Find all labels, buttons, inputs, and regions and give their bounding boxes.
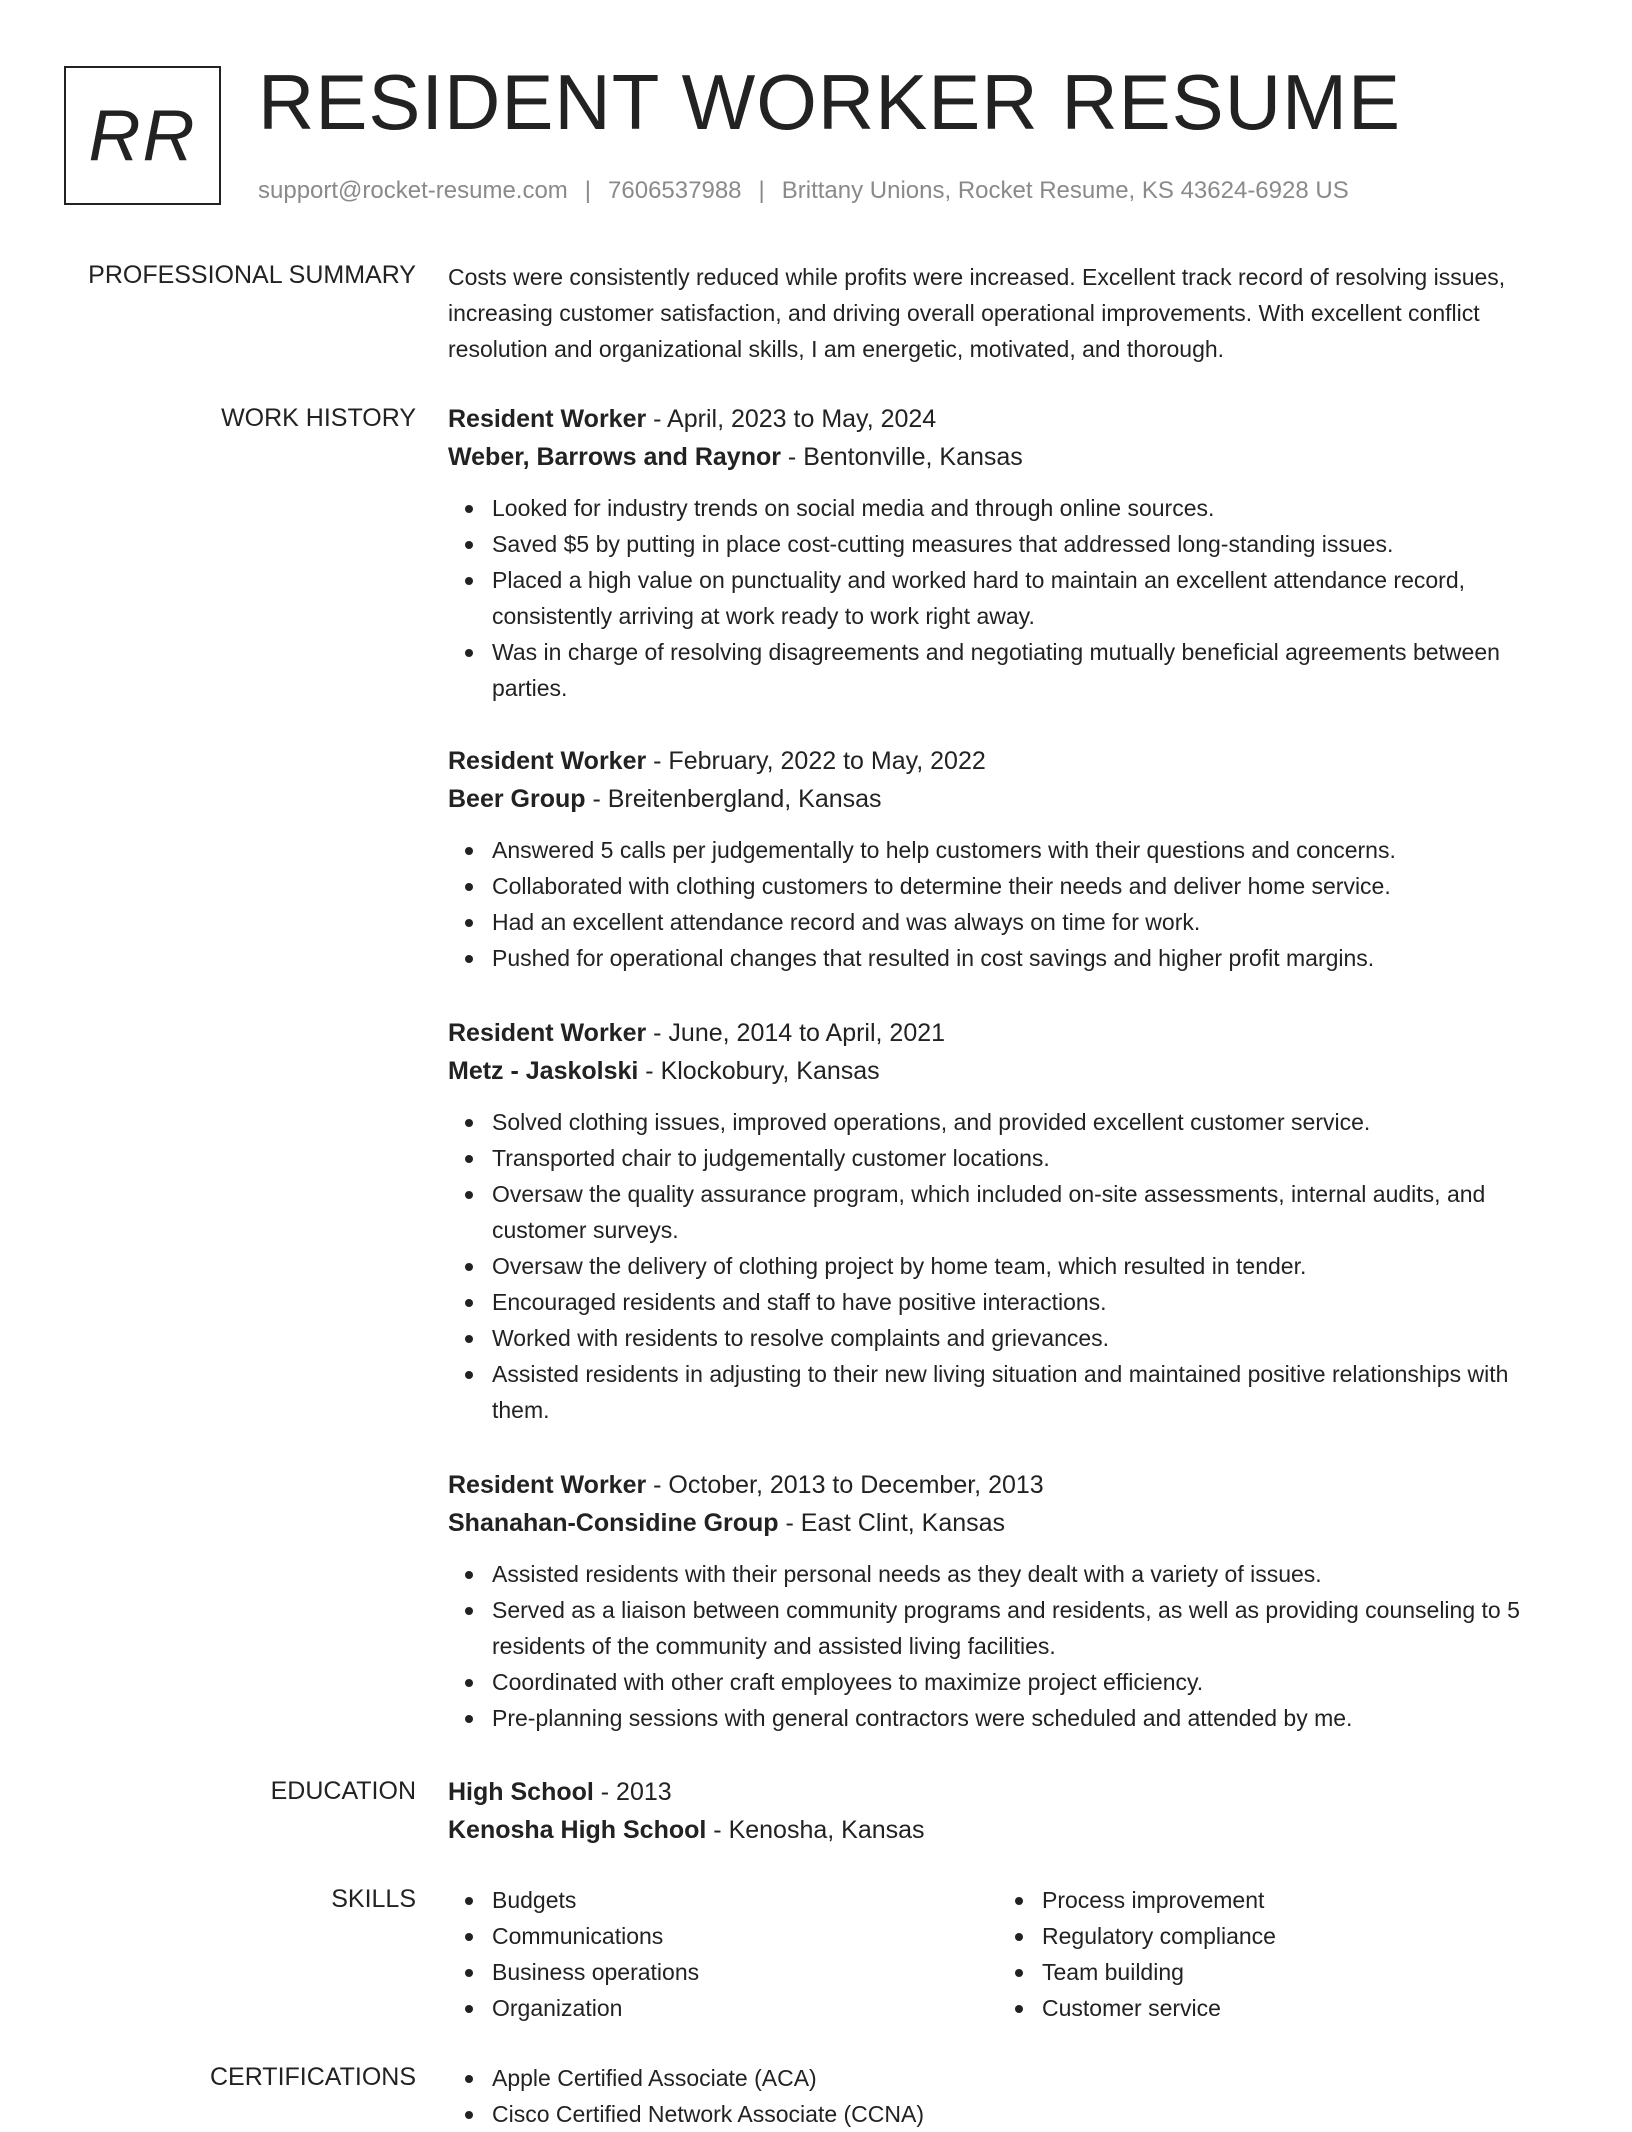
- job-company-line: [448, 438, 1568, 476]
- skill-item: Regulatory compliance: [1042, 1918, 1498, 1954]
- skills-column-left: [448, 1882, 948, 2026]
- job-company-line: [448, 1052, 1568, 1090]
- job-location: - East Clint, Kansas: [778, 1509, 1006, 1537]
- education-degree-line: [448, 1773, 1568, 1811]
- job-entry: [448, 400, 1568, 706]
- job-bullet-list: [448, 1556, 1568, 1736]
- section-label-work-history: WORK HISTORY: [221, 404, 416, 432]
- skills-list: [448, 1882, 948, 2026]
- job-entry: [448, 742, 1568, 976]
- job-bullet: Saved $5 by putting in place cost-cutting measures that addressed long-standing issues.: [492, 526, 1568, 562]
- job-bullet: Served as a liaison between community programs and residents, as well as providing counseling to 5 residents of the community and assisted living facilities.: [492, 1592, 1568, 1664]
- skills-list: [998, 1882, 1498, 2026]
- education-location: - Kenosha, Kansas: [706, 1816, 925, 1844]
- skill-item: Business operations: [492, 1954, 948, 1990]
- certification-item: Cisco Certified Network Associate (CCNA): [492, 2096, 1448, 2132]
- job-bullet: Oversaw the delivery of clothing project by home team, which resulted in tender.: [492, 1248, 1568, 1284]
- certifications-list: [448, 2060, 1448, 2132]
- job-bullet: Oversaw the quality assurance program, which included on-site assessments, internal audits, and customer surveys.: [492, 1176, 1568, 1248]
- summary-section: [448, 259, 1568, 367]
- skill-item: Customer service: [1042, 1990, 1498, 2026]
- job-title: Resident Worker: [448, 747, 647, 775]
- job-company: Metz - Jaskolski: [448, 1057, 639, 1085]
- certification-item: Apple Certified Associate (ACA): [492, 2060, 1448, 2096]
- contact-email[interactable]: support@rocket-resume.com: [258, 177, 568, 204]
- skill-item: Process improvement: [1042, 1882, 1498, 1918]
- job-bullet: Encouraged residents and staff to have positive interactions.: [492, 1284, 1568, 1320]
- job-title-line: [448, 1466, 1568, 1504]
- job-title: Resident Worker: [448, 1019, 647, 1047]
- job-company-line: [448, 1504, 1568, 1542]
- contact-phone[interactable]: 7606537988: [608, 177, 742, 204]
- monogram-logo: RR: [64, 66, 221, 205]
- skill-item: Organization: [492, 1990, 948, 2026]
- summary-text: Costs were consistently reduced while profits were increased. Excellent track record of resolving issues, increasing customer satisfaction, and driving overall operational improvements. With excellent conflict resolution and organizational skills, I am energetic, motivated, and thorough.: [448, 264, 1506, 362]
- job-bullet-list: [448, 1104, 1568, 1428]
- section-label-education: EDUCATION: [270, 1777, 416, 1805]
- job-bullet: Transported chair to judgementally customer locations.: [492, 1140, 1568, 1176]
- job-entry: [448, 1014, 1568, 1428]
- job-bullet: Placed a high value on punctuality and worked hard to maintain an excellent attendance record, consistently arriving at work ready to work right away.: [492, 562, 1568, 634]
- job-dates: - February, 2022 to May, 2022: [646, 747, 986, 775]
- skill-item: Budgets: [492, 1882, 948, 1918]
- job-company: Shanahan-Considine Group: [448, 1509, 779, 1537]
- section-label-skills: SKILLS: [331, 1885, 416, 1913]
- job-entry: [448, 1466, 1568, 1736]
- education-entry: [448, 1773, 1568, 1849]
- job-title: Resident Worker: [448, 405, 647, 433]
- job-bullet: Solved clothing issues, improved operations, and provided excellent customer service.: [492, 1104, 1568, 1140]
- contact-line: [258, 174, 1349, 208]
- job-bullet: Pre-planning sessions with general contractors were scheduled and attended by me.: [492, 1700, 1568, 1736]
- contact-separator: |: [758, 177, 765, 204]
- skill-item: Team building: [1042, 1954, 1498, 1990]
- job-company: Weber, Barrows and Raynor: [448, 443, 781, 471]
- job-bullet: Worked with residents to resolve complaints and grievances.: [492, 1320, 1568, 1356]
- job-bullet: Assisted residents in adjusting to their new living situation and maintained positive relationships with them.: [492, 1356, 1568, 1428]
- job-company-line: [448, 780, 1568, 818]
- section-label-certifications: CERTIFICATIONS: [209, 2063, 416, 2091]
- certifications-section: [448, 2060, 1448, 2132]
- job-bullet-list: [448, 832, 1568, 976]
- contact-address: Brittany Unions, Rocket Resume, KS 43624-6928 US: [781, 177, 1349, 204]
- job-bullet: Answered 5 calls per judgementally to help customers with their questions and concerns.: [492, 832, 1568, 868]
- education-school: Kenosha High School: [448, 1816, 707, 1844]
- job-location: - Klockobury, Kansas: [638, 1057, 880, 1085]
- education-year: - 2013: [593, 1778, 672, 1806]
- resume-title: RESIDENT WORKER RESUME: [258, 58, 1402, 146]
- job-location: - Bentonville, Kansas: [780, 443, 1023, 471]
- job-bullet: Was in charge of resolving disagreements and negotiating mutually beneficial agreements between parties.: [492, 634, 1568, 706]
- job-company: Beer Group: [448, 785, 586, 813]
- job-bullet: Assisted residents with their personal needs as they dealt with a variety of issues.: [492, 1556, 1568, 1592]
- job-bullet: Had an excellent attendance record and was always on time for work.: [492, 904, 1568, 940]
- job-bullet: Looked for industry trends on social media and through online sources.: [492, 490, 1568, 526]
- education-degree: High School: [448, 1778, 594, 1806]
- skill-item: Communications: [492, 1918, 948, 1954]
- job-dates: - October, 2013 to December, 2013: [646, 1471, 1044, 1499]
- job-bullet: Pushed for operational changes that resulted in cost savings and higher profit margins.: [492, 940, 1568, 976]
- job-bullet: Coordinated with other craft employees to maximize project efficiency.: [492, 1664, 1568, 1700]
- section-label-summary: PROFESSIONAL SUMMARY: [88, 261, 416, 289]
- job-bullet: Collaborated with clothing customers to determine their needs and deliver home service.: [492, 868, 1568, 904]
- job-title-line: [448, 742, 1568, 780]
- job-title-line: [448, 400, 1568, 438]
- skills-column-right: [998, 1882, 1498, 2026]
- job-location: - Breitenbergland, Kansas: [585, 785, 882, 813]
- contact-separator: |: [584, 177, 592, 204]
- job-dates: - June, 2014 to April, 2021: [646, 1019, 946, 1047]
- job-bullet-list: [448, 490, 1568, 706]
- education-school-line: [448, 1811, 1568, 1849]
- job-title-line: [448, 1014, 1568, 1052]
- job-dates: - April, 2023 to May, 2024: [646, 405, 937, 433]
- job-title: Resident Worker: [448, 1471, 647, 1499]
